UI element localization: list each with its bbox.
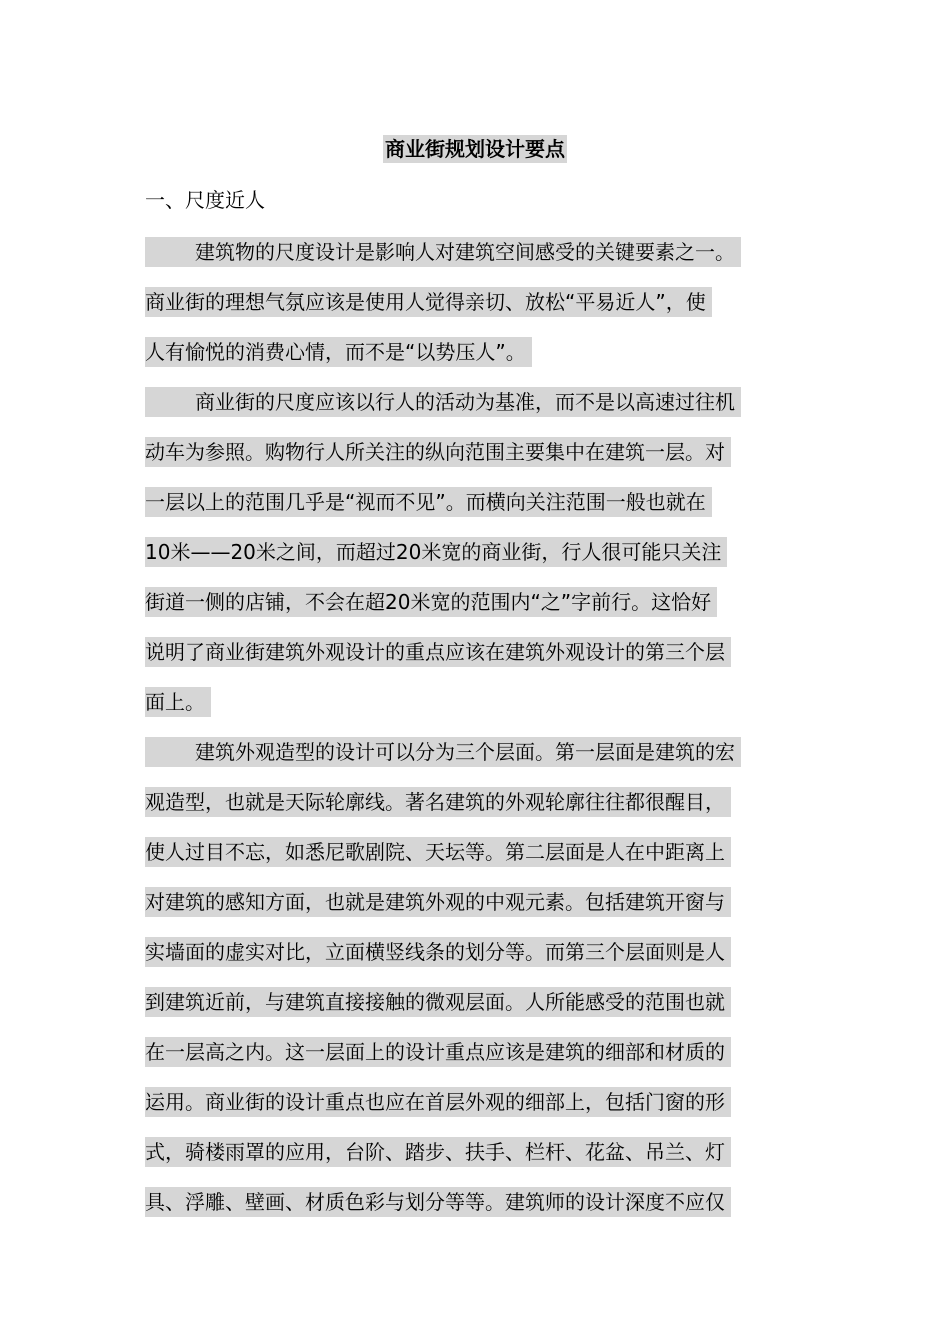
text-line: [145, 726, 805, 776]
line-text: 实墙面的虚实对比，立面横竖线条的划分等。而第三个层面则是人: [145, 937, 731, 967]
line-text: 建筑外观造型的设计可以分为三个层面。第一层面是建筑的宏: [145, 737, 741, 767]
line-text: 运用。商业街的设计重点也应在首层外观的细部上，包括门窗的形: [145, 1087, 731, 1117]
paragraph-3: [145, 726, 805, 1226]
text-line: [145, 476, 805, 526]
line-text: 对建筑的感知方面，也就是建筑外观的中观元素。包括建筑开窗与: [145, 887, 731, 917]
line-text: 一层以上的范围几乎是“视而不见”。而横向关注范围一般也就在: [145, 487, 712, 517]
line-text: 在一层高之内。这一层面上的设计重点应该是建筑的细部和材质的: [145, 1037, 731, 1067]
text-line: [145, 926, 805, 976]
text-line: [145, 626, 805, 676]
line-text: 人有愉悦的消费心情，而不是“以势压人”。: [145, 337, 532, 367]
line-text: 建筑物的尺度设计是影响人对建筑空间感受的关键要素之一。: [145, 237, 741, 267]
text-line: [145, 976, 805, 1026]
line-text: 商业街的尺度应该以行人的活动为基准，而不是以高速过往机: [145, 387, 741, 417]
text-line: [145, 1126, 805, 1176]
text-line: [145, 526, 805, 576]
text-line: [145, 426, 805, 476]
text-line: [145, 876, 805, 926]
text-line: [145, 326, 805, 376]
line-text: 10米——20米之间，而超过20米宽的商业街，行人很可能只关注: [145, 537, 727, 567]
line-text: 面上。: [145, 687, 211, 717]
text-line: [145, 576, 805, 626]
text-line: [145, 276, 805, 326]
text-line: [145, 226, 805, 276]
text-line: [145, 826, 805, 876]
line-text: 商业街的理想气氛应该是使用人觉得亲切、放松“平易近人”，使: [145, 287, 712, 317]
line-text: 动车为参照。购物行人所关注的纵向范围主要集中在建筑一层。对: [145, 437, 731, 467]
line-text: 街道一侧的店铺，不会在超20米宽的范围内“之”字前行。这恰好: [145, 587, 717, 617]
line-text: 使人过目不忘，如悉尼歌剧院、天坛等。第二层面是人在中距离上: [145, 837, 731, 867]
title-container: [0, 135, 950, 163]
section-heading: 一、尺度近人: [145, 188, 265, 212]
text-line: [145, 1176, 805, 1226]
paragraph-2: [145, 376, 805, 726]
line-text: 观造型，也就是天际轮廓线。著名建筑的外观轮廓往往都很醒目，: [145, 787, 731, 817]
line-text: 式，骑楼雨罩的应用，台阶、踏步、扶手、栏杆、花盆、吊兰、灯: [145, 1137, 731, 1167]
text-line: [145, 676, 805, 726]
line-text: 说明了商业街建筑外观设计的重点应该在建筑外观设计的第三个层: [145, 637, 731, 667]
text-line: [145, 776, 805, 826]
text-line: [145, 1076, 805, 1126]
text-line: [145, 376, 805, 426]
line-text: 具、浮雕、壁画、材质色彩与划分等等。建筑师的设计深度不应仅: [145, 1187, 731, 1217]
document-title: 商业街规划设计要点: [385, 137, 565, 161]
line-text: 到建筑近前，与建筑直接接触的微观层面。人所能感受的范围也就: [145, 987, 731, 1017]
paragraph-1: [145, 226, 805, 376]
text-line: [145, 1026, 805, 1076]
